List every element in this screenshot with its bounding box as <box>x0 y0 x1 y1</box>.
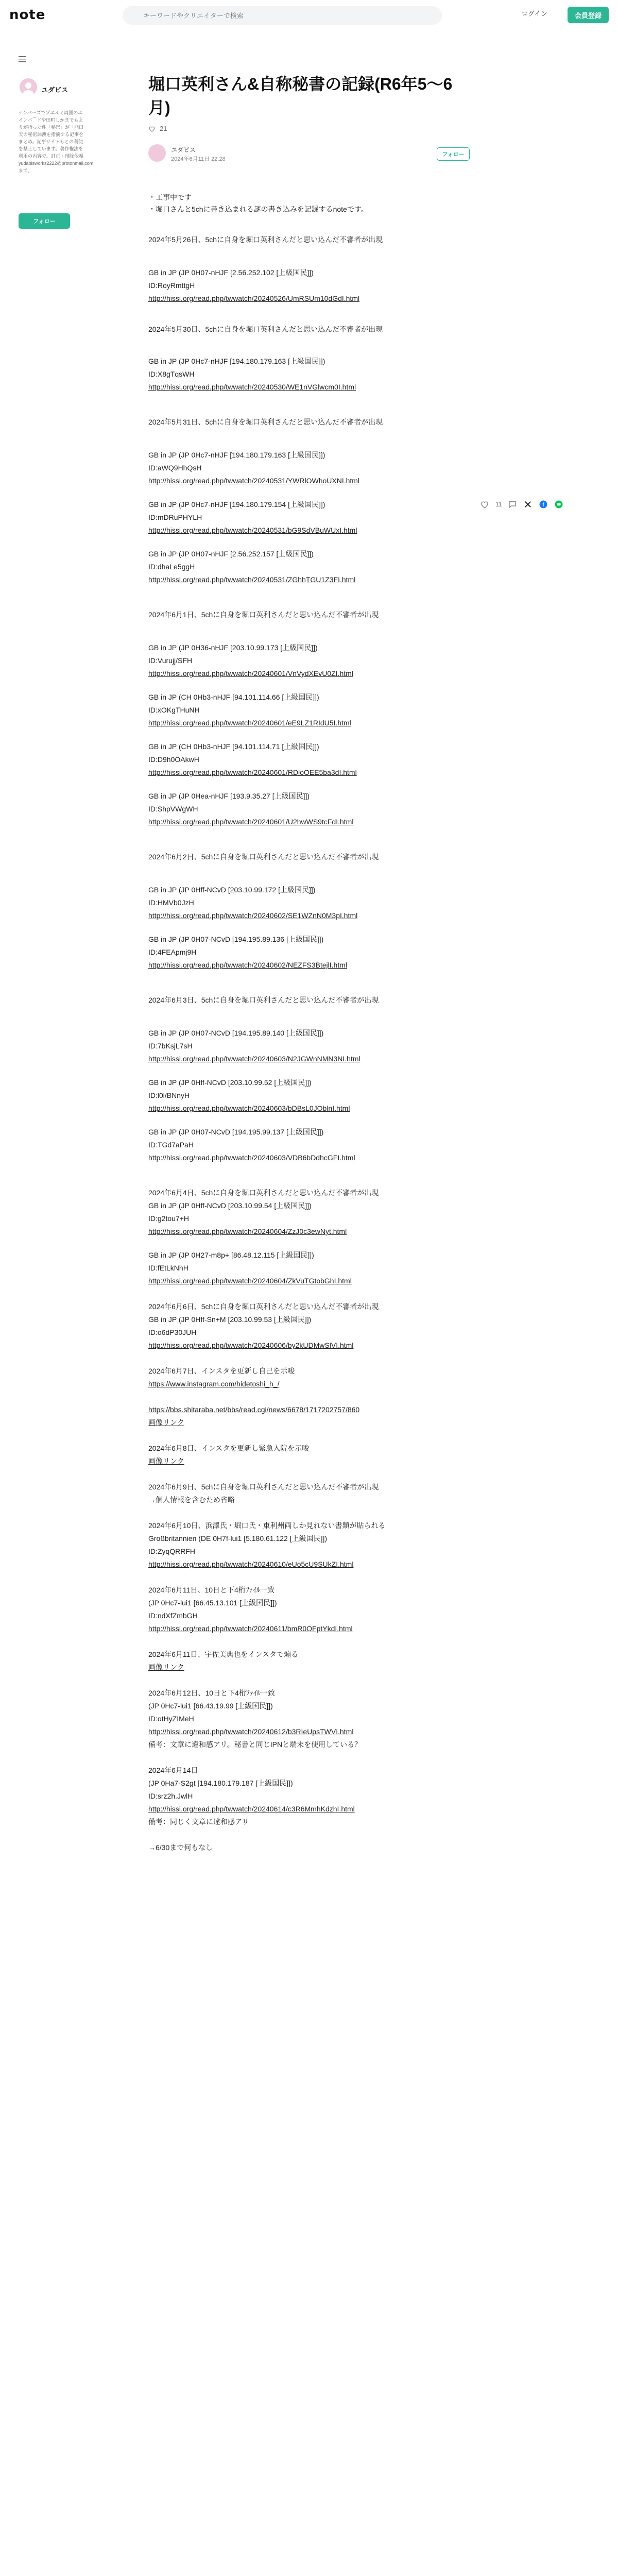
body-text: ID:mDRuPHYLH <box>148 513 202 521</box>
author-row <box>148 144 470 165</box>
section-heading: 2024年6月9日、5chに自身を堀口英利さんだと思い込んだ不審者が出現 <box>148 1483 379 1491</box>
section-heading: 2024年6月14日 <box>148 1766 198 1774</box>
title-line-2: 月) <box>148 98 170 117</box>
body-text: ID:Vurujj/SFH <box>148 656 193 665</box>
body-text: GB in JP (JP 0Hc7-nHJF [194.180.179.154 [上級国民]]) <box>148 500 325 509</box>
body-link[interactable]: http://hissi.org/read.php/twwatch/20240531/ZGhhTGU1Z3FI.html <box>148 575 356 584</box>
body-text: GB in JP (JP 0H36-nHJF [203.10.99.173 [上級国民]]) <box>148 643 318 652</box>
body-text: GB in JP (JP 0H07-NCvD [194.195.89.140 [上級国民]]) <box>148 1029 324 1037</box>
body-text: GB in JP (JP 0Hff-NCvD [203.10.99.172 [上級国民]]) <box>148 886 316 894</box>
body-text: Großbritannien (DE 0H7f-lui1 [5.180.61.122 [上級国民]]) <box>148 1534 328 1543</box>
body-text: GB in JP (JP 0H07-nHJF [2.56.252.102 [上級国民]]) <box>148 268 314 277</box>
body-text: ID:dhaLe5ggH <box>148 563 195 571</box>
section-heading: 2024年6月11日、10日と下4桁ﾌｧｲﾙ一致 <box>148 1586 274 1594</box>
hamburger-icon[interactable] <box>19 56 28 63</box>
body-text: (JP 0Hc7-lui1 [66.43.19.99 [上級国民]]) <box>148 1702 273 1710</box>
body-text: →個人情報を含むため省略 <box>148 1496 235 1504</box>
body-text: ID:o6dP30JUH <box>148 1328 197 1336</box>
section-heading: 2024年6月12日、10日と下4桁ﾌｧｲﾙ一致 <box>148 1689 275 1697</box>
avatar[interactable] <box>20 78 37 96</box>
publish-date: 2024年6月11日 22:28 <box>171 156 226 162</box>
body-text: ID:g2tou7+H <box>148 1214 189 1223</box>
body-text: GB in JP (JP 0Hc7-nHJF [194.180.179.163 [上級国民]]) <box>148 451 325 459</box>
like-row <box>148 125 167 132</box>
body-text: ・工事中です <box>148 193 192 201</box>
comment-icon[interactable] <box>508 500 517 509</box>
follow-label: フォロー <box>33 218 56 225</box>
sidebar-author-name[interactable]: ユダビス <box>41 86 68 94</box>
section-heading: 2024年6月4日、5chに自身を堀口英利さんだと思い込んだ不審者が出現 <box>148 1189 379 1197</box>
body-text: ID:4FEApmj9H <box>148 948 197 956</box>
body-text: ID:X8gTqsWH <box>148 370 195 378</box>
body-link[interactable]: https://www.instagram.com/hidetoshi_h_/ <box>148 1380 280 1388</box>
float-like-count: 11 <box>495 501 502 508</box>
page-title <box>148 72 470 120</box>
body-link[interactable]: http://hissi.org/read.php/twwatch/20240604/ZzJ0c3ewNyt.html <box>148 1227 347 1235</box>
sidebar-follow-button[interactable] <box>19 213 70 229</box>
section-heading: 2024年6月8日、インスタを更新し緊急入院を示唆 <box>148 1444 310 1452</box>
body-text: ID:xOKgTHuNH <box>148 706 200 714</box>
section-heading: 2024年6月11日、宇佐美典也をインスタで煽る <box>148 1650 299 1658</box>
heart-icon[interactable] <box>480 500 489 509</box>
body-text: (JP 0Ha7-S2gt [194.180.179.187 [上級国民]]) <box>148 1779 293 1787</box>
body-text: ID:otHyZIMeH <box>148 1715 194 1723</box>
body-link[interactable]: http://hissi.org/read.php/twwatch/20240612/b3RIeUpsTWVI.html <box>148 1727 354 1736</box>
section-heading: 2024年6月10日、浜澤氏・堀口氏・東利州両しか見れない書類が貼られる <box>148 1521 386 1530</box>
body-text: 備考：同じく文章に違和感アリ <box>148 1818 249 1826</box>
floating-share-bar <box>480 500 563 509</box>
x-icon[interactable] <box>523 500 533 509</box>
body-text: (JP 0Hc7-lui1 [66.45.13.101 [上級国民]]) <box>148 1599 277 1607</box>
facebook-icon[interactable] <box>539 500 548 509</box>
body-link[interactable]: http://hissi.org/read.php/twwatch/20240603/N2JGWnNMN3NI.html <box>148 1055 360 1063</box>
body-link[interactable]: http://hissi.org/read.php/twwatch/20240606/by2kUDMwSlVI.html <box>148 1341 354 1349</box>
author-name[interactable]: ユダビス <box>171 146 196 154</box>
login-link[interactable]: ログイン <box>521 10 548 18</box>
section-heading: 2024年5月30日、5chに自身を堀口英利さんだと思い込んだ不審者が出現 <box>148 325 383 333</box>
article <box>148 72 470 1852</box>
body-link[interactable]: http://hissi.org/read.php/twwatch/20240602/NEZFS3BtejlI.html <box>148 961 347 969</box>
heart-icon[interactable] <box>148 125 156 132</box>
body-text: GB in JP (CH 0Hb3-nHJF [94.101.114.66 [上級国民]]) <box>148 693 319 701</box>
header <box>0 0 618 31</box>
body-link[interactable]: http://hissi.org/read.php/twwatch/20240602/SE1WZnN0M3pI.html <box>148 911 358 920</box>
section-heading: 2024年5月26日、5chに自身を堀口英利さんだと思い込んだ不審者が出現 <box>148 235 383 244</box>
body-text: ID:HMVb0JzH <box>148 899 194 907</box>
body-text: GB in JP (JP 0H27-m8p+ [86.48.12.115 [上級国民]]) <box>148 1251 314 1259</box>
body-text: ・堀口さんと5chに書き込まれる謎の書き込みを記録するnoteです。 <box>148 205 368 213</box>
body-text: 備考：文章に違和感アリ。秘書と同じIPNと端末を使用している？ <box>148 1740 362 1749</box>
body-text: ID:TGd7aPaH <box>148 1141 194 1149</box>
section-heading: 2024年6月7日、インスタを更新し自己を示唆 <box>148 1367 295 1375</box>
body-text: GB in JP (JP 0Hff-NCvD [203.10.99.54 [上級国民]]) <box>148 1201 312 1210</box>
body-text: GB in JP (JP 0H07-nHJF [2.56.252.157 [上級国民]]) <box>148 550 314 558</box>
search-input[interactable] <box>123 6 442 25</box>
body-text: ID:ShpVWgWH <box>148 805 198 813</box>
body-text: GB in JP (JP 0Hff-Sn+M [203.10.99.53 [上級国民]]) <box>148 1315 312 1324</box>
line-icon[interactable] <box>554 500 563 509</box>
body-text: ID:RoyRmttgH <box>148 281 195 290</box>
body-text: GB in JP (JP 0Hff-NCvD [203.10.99.52 [上級国民]]) <box>148 1078 312 1087</box>
body-link[interactable]: http://hissi.org/read.php/twwatch/20240610/eUo5cU9SUkZI.html <box>148 1560 354 1568</box>
section-heading: 2024年5月31日、5chに自身を堀口英利さんだと思い込んだ不審者が出現 <box>148 418 383 426</box>
follow-button[interactable]: フォロー <box>437 147 470 161</box>
body-text: ID:aWQ9HhQsH <box>148 464 202 472</box>
like-count: 21 <box>160 125 167 132</box>
body-text: ID:ndXfZmbGH <box>148 1612 198 1620</box>
body-text: GB in JP (JP 0H07-NCvD [194.195.89.136 [上級国民]]) <box>148 935 324 943</box>
body-text: GB in JP (JP 0Hc7-nHJF [194.180.179.163 [上級国民]]) <box>148 357 325 365</box>
section-heading: 2024年6月2日、5chに自身を堀口英利さんだと思い込んだ不審者が出現 <box>148 853 379 861</box>
body-text: GB in JP (JP 0Hea-nHJF [193.9.35.27 [上級国民]]) <box>148 792 310 800</box>
note-logo[interactable]: note <box>9 7 46 23</box>
body-text: ID:ZyqQRRFH <box>148 1547 195 1555</box>
body-link[interactable]: http://hissi.org/read.php/twwatch/20240531/bG9SdVBuWUxI.html <box>148 526 357 534</box>
body-link[interactable]: http://hissi.org/read.php/twwatch/20240603/bDBsL0JOblnI.html <box>148 1104 350 1112</box>
body-text: ID:7bKsjL7sH <box>148 1042 193 1050</box>
body-link[interactable]: http://hissi.org/read.php/twwatch/20240601/RDloOEE5ba3dI.html <box>148 768 357 776</box>
image-link[interactable]: 画像リンク <box>148 1418 184 1427</box>
body-link[interactable]: http://hissi.org/read.php/twwatch/20240601/eE9LZ1RIdU5I.html <box>148 719 351 727</box>
body-link[interactable]: http://hissi.org/read.php/twwatch/20240614/c3R6MmhKdzhI.html <box>148 1805 355 1813</box>
body-link[interactable]: http://hissi.org/read.php/twwatch/20240531/YWRlOWhoUXNI.html <box>148 477 360 485</box>
body-link[interactable]: http://hissi.org/read.php/twwatch/20240604/ZkVuTGtobGhI.html <box>148 1277 352 1285</box>
body-text: ID:l0l/BNnyH <box>148 1091 190 1099</box>
body-text: →6/30まで何もなし <box>148 1843 213 1852</box>
sidebar-bio: ナンバーズでゾエルミ周囲のエインバ⌒ドや田町しかまでもよりが指った件「秘密」が「能口天の秘密漏洩を指摘する記事をまとめ。記事サイトもとの利便を禁止しています。著作権法を利用の内容で。訂正・削除依頼 yudabisworks2222@protonmail.com まで。 <box>19 110 94 173</box>
author-avatar[interactable] <box>148 144 166 162</box>
body-text: GB in JP (JP 0H07-NCvD [194.195.99.137 [上級国民]]) <box>148 1128 324 1136</box>
body-link[interactable]: http://hissi.org/read.php/twwatch/20240601/VnVydXEvU0ZI.html <box>148 669 353 677</box>
section-heading: 2024年6月6日、5chに自身を堀口英利さんだと思い込んだ不審者が出現 <box>148 1302 379 1311</box>
signup-button[interactable]: 会員登録 <box>568 7 609 23</box>
image-link[interactable]: 画像リンク <box>148 1663 184 1671</box>
body-link[interactable]: http://hissi.org/read.php/twwatch/20240526/UmRSUm10dGdI.html <box>148 294 360 302</box>
section-heading: 2024年6月3日、5chに自身を堀口英利さんだと思い込んだ不審者が出現 <box>148 996 379 1004</box>
body-text: GB in JP (CH 0Hb3-nHJF [94.101.114.71 [上級国民]]) <box>148 742 319 751</box>
section-heading: 2024年6月1日、5chに自身を堀口英利さんだと思い込んだ不審者が出現 <box>148 611 379 619</box>
body-link[interactable]: http://hissi.org/read.php/twwatch/20240530/WE1nVGlwcm0I.html <box>148 383 356 391</box>
title-line-1: 堀口英利さん&自称秘書の記録(R6年5〜6 <box>148 75 453 93</box>
body-link[interactable]: http://hissi.org/read.php/twwatch/20240601/U2hwWS9tcFdI.html <box>148 818 354 826</box>
svg-text:f: f <box>542 502 545 508</box>
body-text: ID:fEtLkNhH <box>148 1264 188 1272</box>
body-text: ID:D9h0OAkwH <box>148 755 199 764</box>
image-link[interactable]: 画像リンク <box>148 1457 184 1465</box>
body-link[interactable]: http://hissi.org/read.php/twwatch/20240611/bmR0OFptYkdI.html <box>148 1624 353 1633</box>
body-text: ID:srz2h.JwlH <box>148 1792 193 1800</box>
body-link[interactable]: https://bbs.shitaraba.net/bbs/read.cgi/news/6678/1717202757/860 <box>148 1405 360 1414</box>
body-link[interactable]: http://hissi.org/read.php/twwatch/20240603/VDB6bDdhcGFI.html <box>148 1154 355 1162</box>
